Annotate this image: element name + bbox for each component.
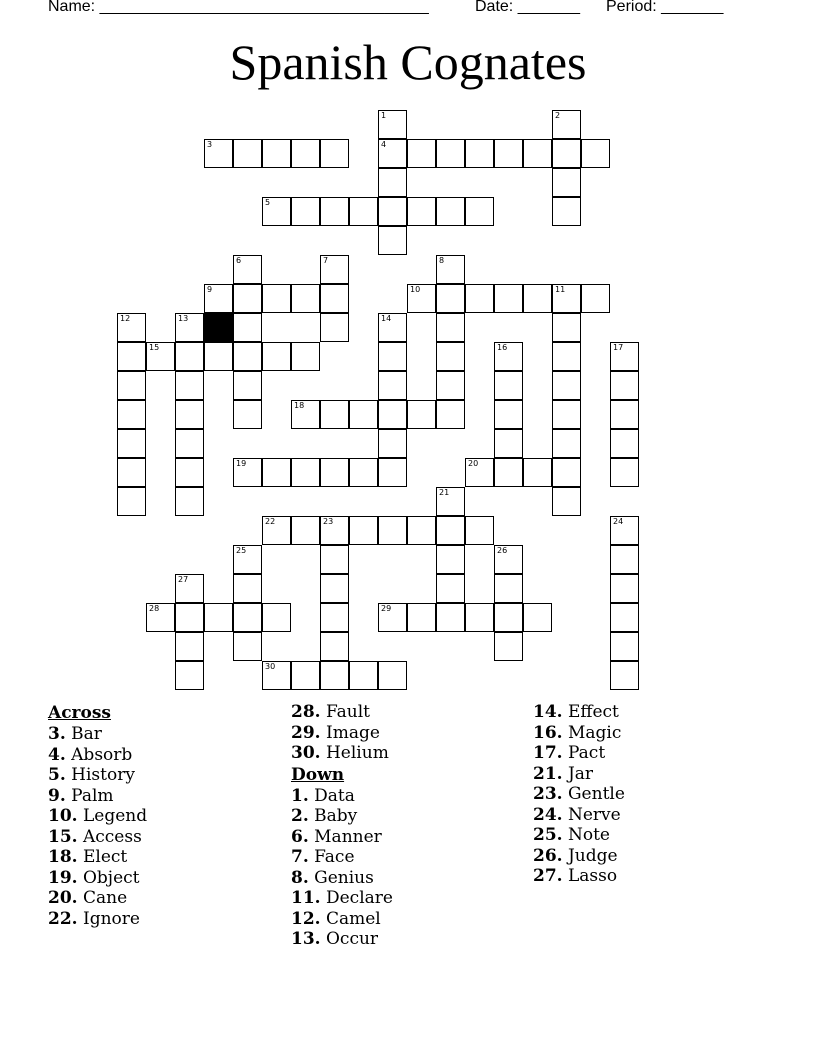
clue-item [533, 866, 625, 887]
clue-item [291, 743, 393, 764]
crossword-cell[interactable] [320, 458, 349, 487]
crossword-cell[interactable] [349, 458, 378, 487]
across-clue-list-continued [291, 702, 393, 764]
clue-number: 2 [555, 111, 561, 120]
crossword-cell[interactable] [320, 516, 349, 545]
crossword-cell[interactable] [465, 516, 494, 545]
clue-number: 19 [236, 459, 247, 468]
crossword-cell[interactable] [436, 516, 465, 545]
crossword-cell[interactable] [320, 197, 349, 226]
crossword-cell[interactable] [291, 400, 320, 429]
crossword-cell[interactable] [378, 110, 407, 139]
crossword-cell[interactable] [494, 139, 523, 168]
crossword-cell[interactable] [407, 516, 436, 545]
clue-number: 23 [323, 517, 334, 526]
crossword-cell[interactable] [378, 139, 407, 168]
crossword-cell[interactable] [378, 197, 407, 226]
clue-number: 30. [291, 743, 321, 763]
crossword-cell[interactable] [494, 284, 523, 313]
crossword-cell[interactable] [407, 284, 436, 313]
crossword-cell[interactable] [320, 632, 349, 661]
crossword-cell[interactable] [378, 458, 407, 487]
clue-number: 7 [323, 256, 329, 265]
clue-number: 4 [381, 140, 387, 149]
clue-text: Absorb [65, 744, 133, 765]
crossword-cell[interactable] [610, 429, 639, 458]
clue-number: 5. [48, 765, 66, 785]
clue-item [533, 846, 625, 867]
clue-item [48, 745, 147, 766]
clue-number: 12 [120, 314, 131, 323]
name-field-label: Name: _____________________________________ [48, 0, 429, 15]
clue-text: Bar [65, 724, 102, 744]
crossword-cell[interactable] [378, 429, 407, 458]
clue-text: Cane [77, 888, 128, 908]
crossword-cell[interactable] [523, 603, 552, 632]
crossword-cell[interactable] [233, 603, 262, 632]
crossword-cell[interactable] [320, 284, 349, 313]
crossword-cell[interactable] [320, 313, 349, 342]
crossword-cell[interactable] [291, 342, 320, 371]
down-clue-list [291, 786, 393, 950]
crossword-cell[interactable] [233, 313, 262, 342]
crossword-cell[interactable] [233, 458, 262, 487]
crossword-cell[interactable] [262, 197, 291, 226]
clue-text: Legend [77, 806, 148, 826]
crossword-cell[interactable] [175, 458, 204, 487]
crossword-cell[interactable] [436, 284, 465, 313]
clue-number: 27. [533, 866, 563, 886]
clue-number: 6 [236, 256, 242, 265]
clue-number: 17 [613, 343, 624, 352]
clue-text: Helium [320, 743, 389, 763]
clue-item [291, 723, 393, 744]
crossword-cell[interactable] [291, 284, 320, 313]
crossword-cell[interactable] [610, 574, 639, 603]
crossword-cell[interactable] [320, 139, 349, 168]
clue-number: 18 [294, 401, 305, 410]
crossword-cell[interactable] [610, 661, 639, 690]
clue-number: 25 [236, 546, 247, 555]
crossword-cell[interactable] [291, 458, 320, 487]
crossword-cell[interactable] [175, 429, 204, 458]
clue-text: Nerve [562, 804, 621, 825]
clue-number: 20. [48, 888, 78, 908]
clue-text: Manner [308, 826, 382, 847]
crossword-cell[interactable] [465, 458, 494, 487]
crossword-cell[interactable] [552, 139, 581, 168]
clue-text: Occur [320, 929, 379, 949]
clue-number: 1. [291, 785, 309, 806]
clue-number: 1 [381, 111, 387, 120]
clue-number: 27 [178, 575, 189, 584]
clue-text: Face [308, 847, 355, 867]
crossword-cell[interactable] [320, 545, 349, 574]
crossword-cell[interactable] [610, 371, 639, 400]
crossword-cell[interactable] [494, 545, 523, 574]
clue-number: 3 [207, 140, 213, 149]
crossword-cell[interactable] [378, 400, 407, 429]
crossword-cell[interactable] [378, 313, 407, 342]
clue-item [48, 786, 147, 807]
clue-text: Pact [562, 743, 606, 763]
crossword-cell[interactable] [233, 371, 262, 400]
crossword-cell[interactable] [175, 632, 204, 661]
crossword-cell[interactable] [407, 139, 436, 168]
crossword-cell[interactable] [291, 516, 320, 545]
crossword-cell[interactable] [523, 284, 552, 313]
crossword-cell[interactable] [552, 400, 581, 429]
crossword-cell[interactable] [262, 603, 291, 632]
crossword-cell[interactable] [581, 284, 610, 313]
clue-number: 11 [555, 285, 566, 294]
down-heading: Down [291, 764, 345, 785]
crossword-cell[interactable] [262, 661, 291, 690]
crossword-cell[interactable] [262, 342, 291, 371]
clue-item [533, 743, 625, 764]
clue-number: 16. [533, 722, 563, 743]
crossword-cell[interactable] [291, 139, 320, 168]
crossword-cell[interactable] [175, 342, 204, 371]
clue-number: 24. [533, 804, 563, 825]
clue-number: 20 [468, 459, 479, 468]
crossword-cell[interactable] [175, 487, 204, 516]
crossword-cell[interactable] [552, 197, 581, 226]
across-clue-list [48, 724, 147, 929]
crossword-cell[interactable] [610, 632, 639, 661]
crossword-cell[interactable] [204, 284, 233, 313]
page-title: Spanish Cognates [229, 34, 587, 90]
crossword-cell[interactable] [436, 487, 465, 516]
clue-number: 28. [291, 702, 321, 722]
clue-text: Note [562, 825, 610, 845]
clue-number: 9 [207, 285, 213, 294]
clue-item [48, 868, 147, 889]
clue-item [533, 805, 625, 826]
crossword-cell[interactable] [552, 168, 581, 197]
clue-text: Judge [562, 845, 618, 866]
crossword-cell[interactable] [320, 255, 349, 284]
clue-number: 26. [533, 845, 563, 866]
crossword-cell[interactable] [117, 458, 146, 487]
clue-item [48, 909, 147, 930]
crossword-cell[interactable] [117, 342, 146, 371]
crossword-cell[interactable] [320, 574, 349, 603]
period-field-label: Period: _______ [606, 0, 724, 15]
clue-number: 29 [381, 604, 392, 613]
clue-text: History [65, 765, 135, 785]
crossword-cell[interactable] [233, 545, 262, 574]
crossword-cell[interactable] [523, 458, 552, 487]
clue-number: 30 [265, 662, 276, 671]
crossword-cell[interactable] [407, 400, 436, 429]
crossword-cell[interactable] [378, 371, 407, 400]
crossword-cell[interactable] [407, 197, 436, 226]
clue-item [48, 724, 147, 745]
crossword-cell[interactable] [378, 661, 407, 690]
crossword-cell[interactable] [610, 516, 639, 545]
clue-number: 6. [291, 826, 309, 847]
crossword-cell[interactable] [233, 632, 262, 661]
crossword-cell[interactable] [204, 342, 233, 371]
clue-number: 28 [149, 604, 160, 613]
clue-number: 21. [533, 763, 563, 784]
crossword-cell[interactable] [117, 371, 146, 400]
clue-number: 9. [48, 785, 66, 806]
crossword-cell[interactable] [610, 458, 639, 487]
clue-text: Genius [308, 867, 374, 888]
crossword-cell[interactable] [494, 458, 523, 487]
crossword-cell[interactable] [552, 487, 581, 516]
crossword-cell[interactable] [552, 371, 581, 400]
crossword-cell[interactable] [117, 313, 146, 342]
crossword-cell[interactable] [291, 197, 320, 226]
crossword-cell[interactable] [233, 284, 262, 313]
clue-number: 15. [48, 826, 78, 847]
crossword-cell[interactable] [465, 139, 494, 168]
crossword-cell[interactable] [552, 110, 581, 139]
crossword-cell[interactable] [146, 342, 175, 371]
crossword-cell[interactable] [407, 603, 436, 632]
clue-number: 2. [291, 806, 309, 826]
clue-number: 21 [439, 488, 450, 497]
clue-item [291, 888, 393, 909]
clue-text: Declare [320, 888, 393, 908]
crossword-cell[interactable] [233, 574, 262, 603]
clue-number: 14. [533, 702, 563, 722]
clue-number: 11. [291, 888, 321, 908]
crossword-cell[interactable] [378, 516, 407, 545]
clue-column-2 [291, 702, 393, 950]
clue-item [533, 784, 625, 805]
crossword-cell[interactable] [436, 371, 465, 400]
crossword-cell[interactable] [436, 313, 465, 342]
crossword-cell[interactable] [262, 284, 291, 313]
crossword-cell[interactable] [610, 342, 639, 371]
crossword-cell[interactable] [552, 313, 581, 342]
crossword-cell[interactable] [146, 603, 175, 632]
crossword-cell[interactable] [262, 458, 291, 487]
clue-number: 26 [497, 546, 508, 555]
clue-number: 10 [410, 285, 421, 294]
clue-text: Camel [320, 908, 381, 929]
crossword-cell[interactable] [552, 458, 581, 487]
clue-text: Palm [65, 785, 114, 806]
crossword-cell[interactable] [436, 139, 465, 168]
crossword-cell[interactable] [610, 603, 639, 632]
crossword-cell[interactable] [610, 545, 639, 574]
clue-text: Elect [77, 847, 128, 867]
clue-number: 3. [48, 724, 66, 744]
crossword-cell[interactable] [494, 632, 523, 661]
shaded-cell [204, 313, 233, 342]
clue-number: 7. [291, 847, 309, 867]
crossword-cell[interactable] [320, 661, 349, 690]
clue-item [533, 764, 625, 785]
across-heading: Across [48, 703, 111, 723]
crossword-cell[interactable] [378, 226, 407, 255]
crossword-cell[interactable] [378, 342, 407, 371]
clue-item [291, 929, 393, 950]
clue-item [291, 909, 393, 930]
crossword-cell[interactable] [262, 139, 291, 168]
clue-number: 5 [265, 198, 271, 207]
clue-item [291, 827, 393, 848]
date-field-label: Date: _______ [475, 0, 580, 15]
crossword-cell[interactable] [233, 139, 262, 168]
clue-item [291, 786, 393, 807]
crossword-cell[interactable] [436, 603, 465, 632]
clue-text: Baby [308, 806, 358, 826]
clue-number: 8. [291, 867, 309, 888]
clue-text: Image [320, 722, 380, 743]
crossword-cell[interactable] [494, 429, 523, 458]
clue-number: 19. [48, 867, 78, 888]
clue-text: Ignore [77, 908, 140, 929]
clue-number: 25. [533, 825, 563, 845]
clue-number: 17. [533, 743, 563, 763]
clue-item [48, 765, 147, 786]
clue-number: 13 [178, 314, 189, 323]
clue-text: Effect [562, 702, 619, 722]
clue-number: 14 [381, 314, 392, 323]
clue-number: 22. [48, 908, 78, 929]
clue-item [48, 827, 147, 848]
crossword-cell[interactable] [436, 342, 465, 371]
clue-number: 15 [149, 343, 160, 352]
crossword-cell[interactable] [349, 400, 378, 429]
crossword-cell[interactable] [175, 603, 204, 632]
crossword-cell[interactable] [204, 603, 233, 632]
clue-number: 10. [48, 806, 78, 826]
crossword-cell[interactable] [523, 139, 552, 168]
clue-number: 23. [533, 784, 563, 804]
clue-number: 4. [48, 744, 66, 765]
down-clue-list-continued [533, 702, 625, 887]
clue-column-1 [48, 702, 147, 929]
crossword-cell[interactable] [436, 545, 465, 574]
clue-number: 18. [48, 847, 78, 867]
crossword-cell[interactable] [610, 400, 639, 429]
clue-number: 16 [497, 343, 508, 352]
clue-text: Object [77, 867, 140, 888]
clue-number: 13. [291, 929, 321, 949]
crossword-cell[interactable] [494, 400, 523, 429]
crossword-cell[interactable] [175, 371, 204, 400]
crossword-cell[interactable] [175, 574, 204, 603]
crossword-cell[interactable] [436, 197, 465, 226]
crossword-cell[interactable] [552, 429, 581, 458]
crossword-cell[interactable] [378, 603, 407, 632]
crossword-cell[interactable] [465, 197, 494, 226]
crossword-cell[interactable] [291, 661, 320, 690]
clue-item [291, 847, 393, 868]
crossword-cell[interactable] [320, 400, 349, 429]
clue-item [48, 888, 147, 909]
crossword-cell[interactable] [436, 574, 465, 603]
clue-text: Jar [562, 763, 594, 784]
clue-text: Magic [562, 722, 622, 743]
crossword-cell[interactable] [494, 574, 523, 603]
clue-item [533, 702, 625, 723]
crossword-cell[interactable] [465, 284, 494, 313]
crossword-cell[interactable] [233, 400, 262, 429]
clue-number: 29. [291, 722, 321, 743]
clue-item [533, 825, 625, 846]
crossword-cell[interactable] [494, 342, 523, 371]
clue-number: 22 [265, 517, 276, 526]
crossword-cell[interactable] [175, 661, 204, 690]
crossword-cell[interactable] [262, 516, 291, 545]
clue-item [533, 723, 625, 744]
clue-column-3 [533, 702, 625, 887]
crossword-cell[interactable] [204, 139, 233, 168]
clue-item [291, 702, 393, 723]
clue-number: 8 [439, 256, 445, 265]
crossword-cell[interactable] [320, 603, 349, 632]
clue-item [48, 847, 147, 868]
clue-item [291, 806, 393, 827]
clue-text: Gentle [562, 784, 625, 804]
clue-item [48, 806, 147, 827]
crossword-cell[interactable] [436, 255, 465, 284]
crossword-cell[interactable] [378, 168, 407, 197]
crossword-cell[interactable] [175, 313, 204, 342]
crossword-cell[interactable] [436, 400, 465, 429]
crossword-cell[interactable] [117, 429, 146, 458]
crossword-cell[interactable] [349, 516, 378, 545]
crossword-cell[interactable] [552, 342, 581, 371]
clue-text: Lasso [562, 866, 618, 886]
clue-text: Fault [320, 702, 370, 722]
clue-text: Access [77, 826, 142, 847]
crossword-cell[interactable] [581, 139, 610, 168]
crossword-cell[interactable] [349, 197, 378, 226]
crossword-cell[interactable] [349, 661, 378, 690]
crossword-cell[interactable] [175, 400, 204, 429]
crossword-cell[interactable] [494, 603, 523, 632]
clue-number: 24 [613, 517, 624, 526]
clue-number: 12. [291, 908, 321, 929]
crossword-cell[interactable] [117, 400, 146, 429]
crossword-cell[interactable] [465, 603, 494, 632]
crossword-cell[interactable] [117, 487, 146, 516]
crossword-cell[interactable] [233, 255, 262, 284]
crossword-cell[interactable] [494, 371, 523, 400]
crossword-cell[interactable] [233, 342, 262, 371]
clue-text: Data [308, 785, 355, 806]
clue-item [291, 868, 393, 889]
crossword-cell[interactable] [552, 284, 581, 313]
